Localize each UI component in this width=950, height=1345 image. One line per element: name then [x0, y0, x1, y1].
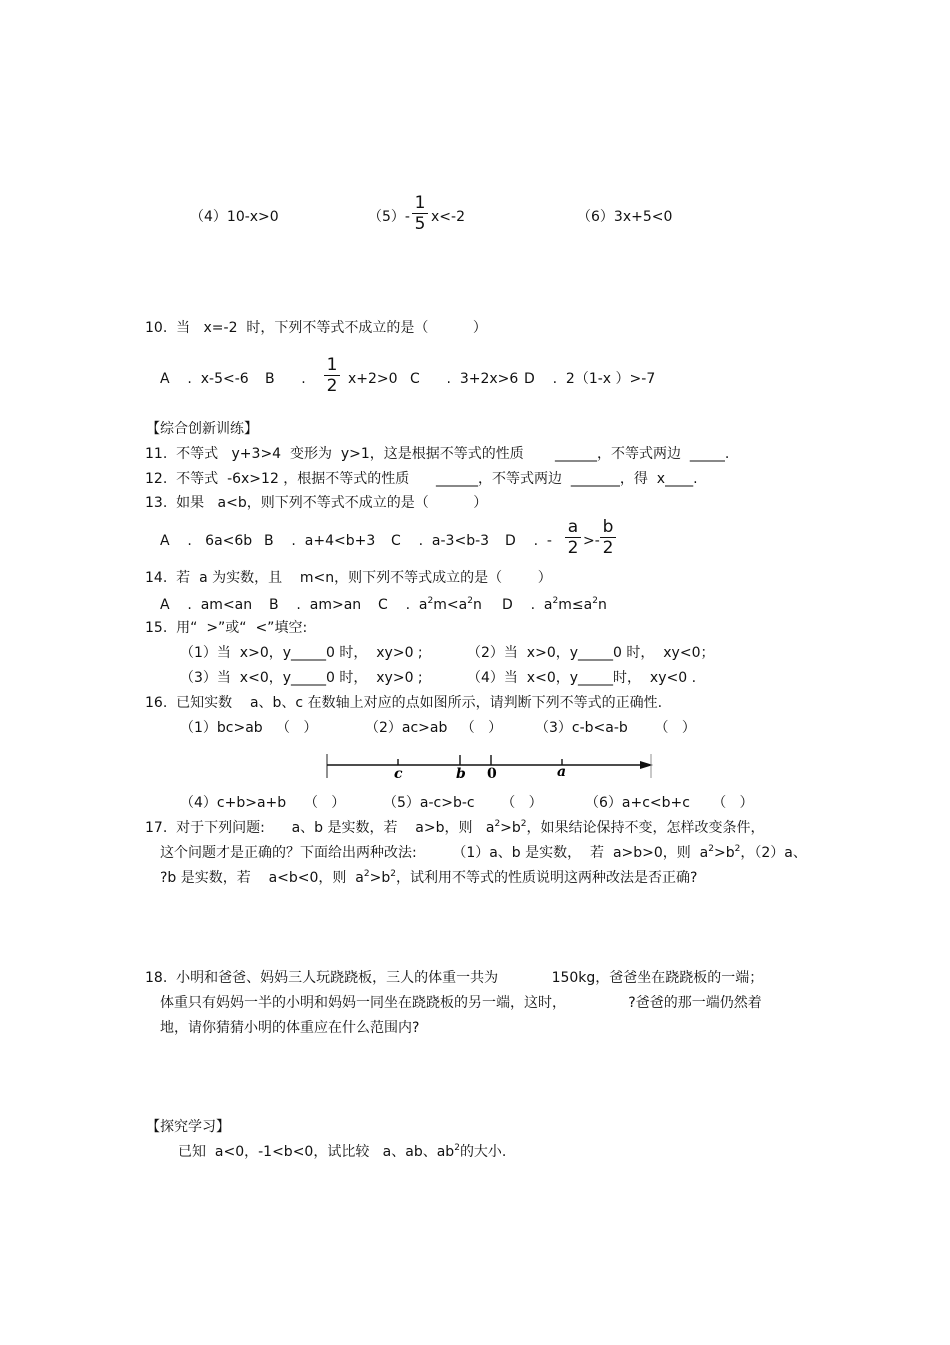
- q12: 12. 不等式 -6x>12 ，根据不等式的性质 ______，不等式两边 _______，得 x____.: [145, 471, 698, 487]
- label-c: c: [394, 766, 403, 782]
- q17-line-1: 17. 对于下列问题: a、b 是实数，若 a>b，则 $a^2>b^2$，如果结论保持不变，怎样改变条件，: [145, 819, 765, 836]
- q14-stem: 14. 若 a 为实数，且 m<n，则下列不等式成立的是（ ）: [145, 570, 552, 586]
- fraction-denominator: 2: [326, 376, 338, 396]
- section-heading-comprehensive: 【综合创新训练】: [146, 421, 258, 437]
- q16-stem: 16. 已知实数 a、b、c 在数轴上对应的点如图所示，请判断下列不等式的正确性.: [145, 695, 663, 711]
- q10-option-b-prefix: B .: [265, 371, 306, 387]
- q16-item-4: （4）c+b>a+b （ ）: [180, 795, 346, 811]
- q13-option-c: C . a-3<b-3: [391, 533, 490, 549]
- q9-item-5-suffix: x<-2: [431, 209, 465, 225]
- q10-stem: 10. 当 x=-2 时，下列不等式不成立的是（ ）: [145, 320, 487, 336]
- q10-option-b-suffix: x+2>0: [348, 371, 398, 387]
- q15-case-1: （1）当 x>0，y_____0 时， xy>0 ;: [180, 645, 423, 661]
- q13-option-b: B . a+4<b+3: [264, 533, 376, 549]
- section-heading-explore: 【探究学习】: [146, 1119, 230, 1135]
- fraction-numerator: b: [602, 517, 614, 537]
- q17-line-2: 这个问题才是正确的？下面给出两种改法: （1）a、b 是实数， 若 a>b>0，则 $a^2>b^2$，（2）a、: [160, 844, 807, 861]
- q17-line-3: ?b 是实数，若 a<b<0，则 $a^2>b^2$，试利用不等式的性质说明这两种改法是否正确?: [160, 869, 698, 886]
- q13-option-d-prefix: D . -: [505, 533, 552, 549]
- q13-stem: 13. 如果 a<b，则下列不等式不成立的是（ ）: [145, 495, 488, 511]
- q10-option-b-fraction: [324, 357, 340, 395]
- q18-line-2: 体重只有妈妈一半的小明和妈妈一同坐在跷跷板的另一端，这时， ?爸爸的那一端仍然着: [160, 995, 762, 1011]
- q15-stem: 15. 用“ >”或“ <”填空:: [145, 620, 308, 636]
- q9-item-4: （4）10-x>0: [190, 209, 279, 225]
- number-line-diagram: [322, 748, 658, 784]
- q14-option-c: C . $a^2m<a^2n$: [378, 596, 482, 613]
- q13-option-a: A . 6a<6b: [160, 533, 253, 549]
- q18-line-1: 18. 小明和爸爸、妈妈三人玩跷跷板，三人的体重一共为 150kg，爸爸坐在跷跷板的一端；: [145, 970, 764, 986]
- q16-item-1: （1）bc>ab （ ）: [180, 720, 318, 736]
- q13-option-d-fraction-a: [565, 519, 581, 557]
- q9-item-5-prefix: （5）-: [368, 209, 410, 225]
- q14-option-a: A . am<an: [160, 597, 253, 613]
- label-0: 0: [487, 766, 497, 782]
- label-b: b: [456, 766, 466, 782]
- q15-case-4: （4）当 x<0，y_____时， xy<0 .: [467, 670, 697, 686]
- q9-item-5-fraction: [412, 195, 428, 233]
- q14-option-d: D . $a^2m\le a^2n$: [502, 596, 607, 613]
- label-a: a: [557, 764, 567, 780]
- explore-question: 已知 a<0，-1<b<0，试比较 a、ab、$ab^2$的大小.: [178, 1143, 507, 1160]
- q11: 11. 不等式 y+3>4 变形为 y>1，这是根据不等式的性质 ______，不等式两边 _____.: [145, 446, 730, 462]
- q10-option-a: A . x-5<-6: [160, 371, 249, 387]
- fraction-denominator: 2: [602, 538, 614, 558]
- fraction-numerator: 1: [326, 355, 338, 375]
- q14-option-b: B . am>an: [269, 597, 362, 613]
- fraction-numerator: 1: [414, 193, 426, 213]
- q15-case-2: （2）当 x>0，y_____0 时， xy<0；: [467, 645, 715, 661]
- q16-item-5: （5）a-c>b-c （ ）: [383, 795, 543, 811]
- q13-option-d-mid: >-: [583, 533, 600, 549]
- fraction-denominator: 2: [567, 538, 579, 558]
- fraction-numerator: a: [567, 517, 579, 537]
- q16-item-3: （3）c-b<a-b （ ）: [535, 720, 696, 736]
- q10-option-d: D . 2（1-x ）>-7: [524, 371, 656, 387]
- q16-item-6: （6）a+c<b+c （ ）: [585, 795, 754, 811]
- fraction-denominator: 5: [414, 214, 426, 234]
- q16-item-2: （2）ac>ab （ ）: [365, 720, 503, 736]
- q15-case-3: （3）当 x<0，y_____0 时， xy>0 ;: [180, 670, 423, 686]
- q10-option-c: C . 3+2x>6: [410, 371, 519, 387]
- q18-line-3: 地，请你猜猜小明的体重应在什么范围内?: [160, 1020, 420, 1036]
- q9-item-6: （6）3x+5<0: [577, 209, 673, 225]
- q13-option-d-fraction-b: [600, 519, 616, 557]
